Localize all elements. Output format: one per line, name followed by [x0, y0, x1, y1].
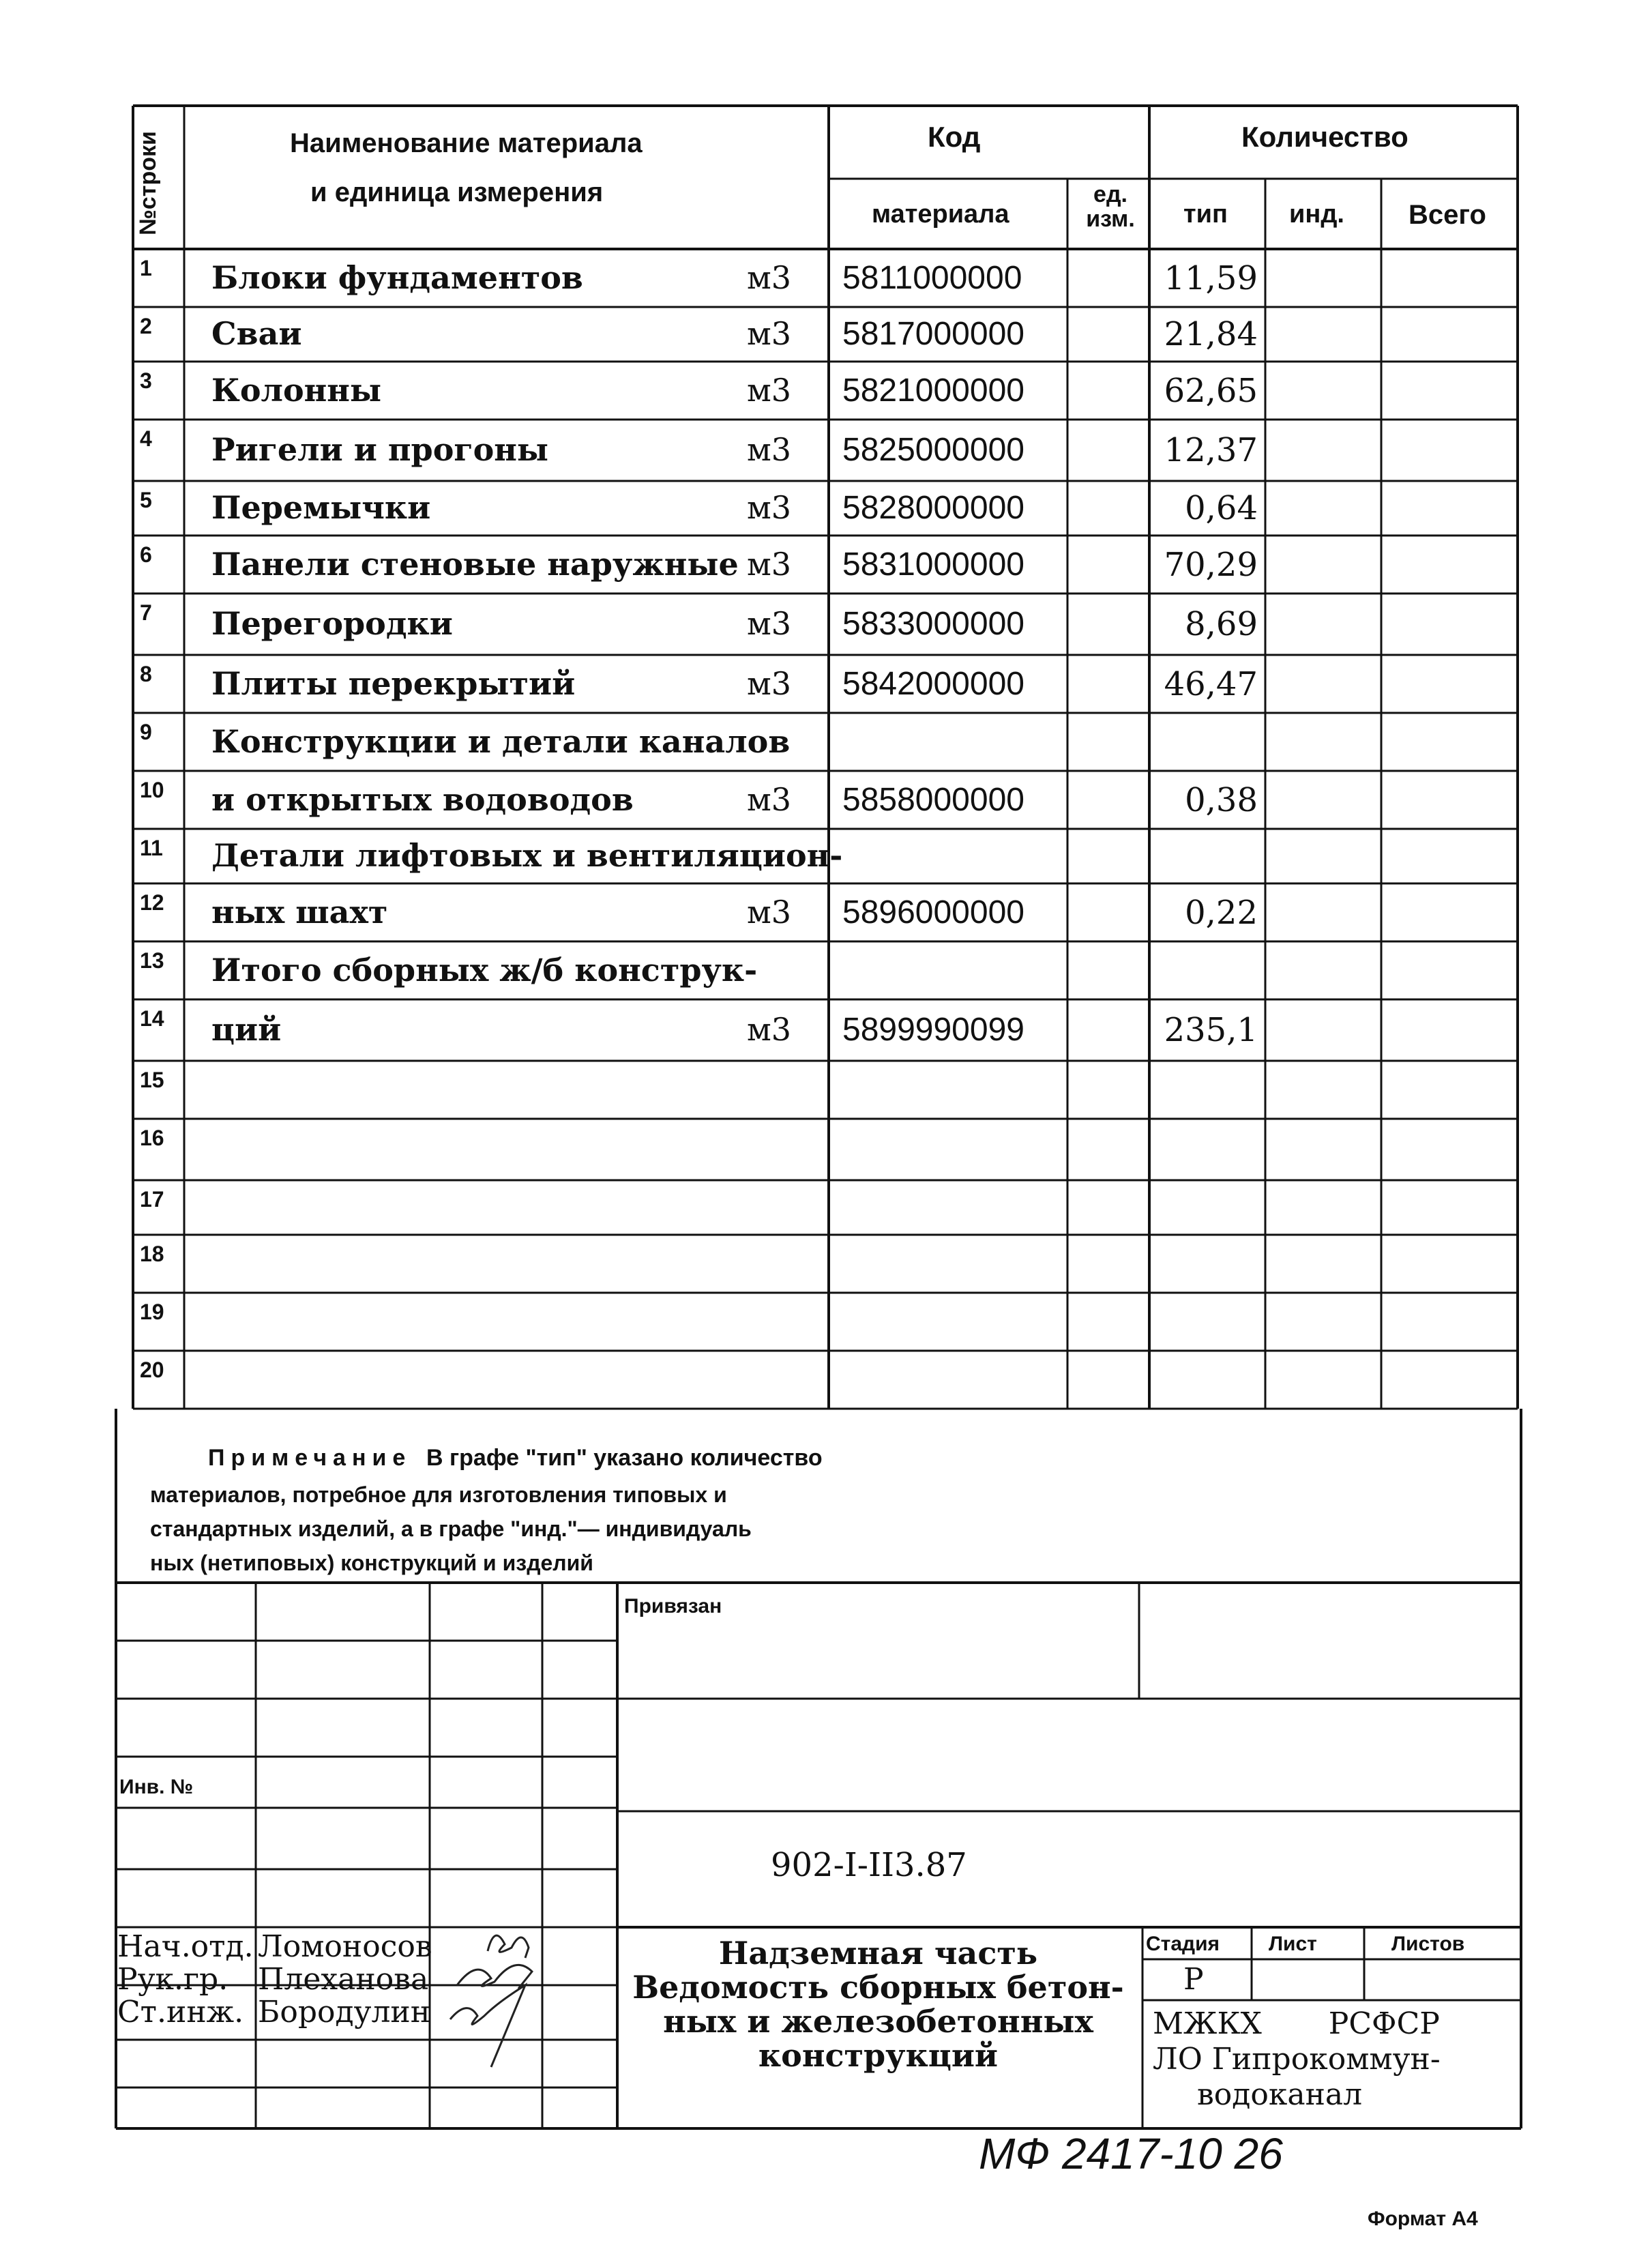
material-code: 5842000000	[842, 665, 1024, 702]
unit-label: м3	[747, 315, 792, 352]
name-column-header: Наименование материала	[290, 128, 643, 158]
row-number: 19	[140, 1300, 164, 1324]
organization-line: водоканал	[1197, 2077, 1363, 2112]
row-number-header: №строки	[135, 131, 161, 235]
signer-name: Плеханова	[258, 1962, 429, 1997]
material-name: и открытых водоводов	[211, 780, 634, 818]
material-name: ных шахт	[211, 893, 388, 931]
row-number: 14	[140, 1006, 164, 1031]
type-quantity: 70,29	[1164, 545, 1258, 584]
code-material-header: материала	[872, 200, 1009, 229]
type-quantity: 46,47	[1164, 664, 1258, 703]
material-code: 5858000000	[842, 781, 1024, 818]
organization-line: ЛО Гипрокоммун-	[1153, 2042, 1441, 2077]
row-number: 7	[140, 600, 152, 625]
inventory-number-label: Инв. №	[119, 1776, 194, 1798]
row-number: 4	[140, 426, 152, 451]
unit-label: м3	[747, 545, 792, 583]
signature-3	[450, 1985, 525, 2067]
material-name: Блоки фундаментов	[211, 259, 583, 296]
row-number: 3	[140, 368, 152, 393]
row-number: 15	[140, 1068, 164, 1092]
handwritten-number: МФ 2417-10 26	[979, 2129, 1283, 2178]
type-quantity: 0,38	[1185, 780, 1258, 819]
signer-role: Рук.гр.	[117, 1962, 228, 1997]
drawing-title-line: ных и железобетонных	[663, 2003, 1093, 2040]
type-quantity: 21,84	[1164, 315, 1258, 353]
material-code: 5828000000	[842, 490, 1024, 526]
unit-label: м3	[747, 893, 792, 931]
note-line-1: В графе "тип" указано количество	[426, 1445, 823, 1471]
unit-label: м3	[747, 664, 792, 702]
ind-column-header: инд.	[1289, 200, 1344, 229]
unit-label: м3	[747, 371, 792, 409]
unit-label: м3	[747, 431, 792, 468]
name-column-subheader: и единица измерения	[310, 177, 604, 207]
row-number: 5	[140, 488, 152, 512]
stage-value: Р	[1183, 1962, 1204, 1997]
type-quantity: 0,22	[1185, 893, 1258, 932]
type-quantity: 62,65	[1164, 371, 1258, 410]
type-quantity: 0,64	[1185, 489, 1258, 527]
signer-name: Бородулин	[258, 1995, 431, 2030]
row-number: 8	[140, 662, 152, 686]
total-column-header: Всего	[1408, 200, 1486, 230]
unit-label: м3	[747, 780, 792, 818]
row-number: 6	[140, 542, 152, 567]
material-code: 5896000000	[842, 894, 1024, 931]
type-column-header: тип	[1183, 200, 1228, 229]
sheet-label: Лист	[1269, 1933, 1317, 1955]
material-name: Итого сборных ж/б конструк-	[211, 951, 758, 988]
row-number: 18	[140, 1242, 164, 1266]
document-code: 902-I-II3.87	[771, 1846, 967, 1884]
signer-role: Нач.отд.	[117, 1929, 254, 1964]
material-name: Детали лифтовых и вентиляцион-	[211, 837, 843, 874]
row-number: 2	[140, 314, 152, 338]
type-quantity: 8,69	[1185, 605, 1258, 643]
attached-label: Привязан	[624, 1595, 722, 1617]
sheets-label: Листов	[1391, 1933, 1465, 1955]
material-code: 5831000000	[842, 546, 1024, 583]
note-line-4: ных (нетиповых) конструкций и изделий	[150, 1551, 593, 1575]
stage-label: Стадия	[1146, 1933, 1220, 1955]
material-code: 5899990099	[842, 1012, 1024, 1048]
quantity-header: Количество	[1241, 121, 1408, 153]
type-quantity: 12,37	[1164, 431, 1258, 469]
organization-line: МЖКХ РСФСР	[1153, 2006, 1440, 2041]
format-label: Формат А4	[1368, 2208, 1478, 2230]
material-code: 5811000000	[842, 259, 1022, 296]
row-number: 12	[140, 890, 164, 915]
material-code: 5825000000	[842, 432, 1024, 468]
drawing-title-line: Ведомость сборных бетон-	[632, 1969, 1124, 2006]
row-number: 10	[140, 778, 164, 802]
drawing-title-line: Надземная часть	[718, 1935, 1038, 1972]
material-name: Перемычки	[211, 489, 431, 526]
row-number: 17	[140, 1187, 164, 1212]
signer-role: Ст.инж.	[117, 1995, 244, 2030]
row-number: 16	[140, 1126, 164, 1150]
type-quantity: 11,59	[1164, 259, 1258, 297]
type-quantity: 235,1	[1164, 1011, 1258, 1049]
note-label: Примечание	[208, 1445, 412, 1471]
code-column-header: Код	[928, 121, 981, 153]
unit-label: м3	[747, 489, 792, 526]
row-number: 20	[140, 1358, 164, 1382]
signature-1	[488, 1935, 529, 1958]
material-code: 5817000000	[842, 316, 1024, 352]
material-name: Панели стеновые наружные	[211, 545, 739, 583]
material-name: Колонны	[211, 371, 382, 409]
row-number: 13	[140, 948, 164, 973]
unit-label: м3	[747, 1011, 792, 1048]
code-unit-header: ед. изм.	[1086, 181, 1135, 232]
material-name: Сваи	[211, 315, 302, 352]
note-line-2: материалов, потребное для изготовления типовых и	[150, 1482, 727, 1507]
material-name: ций	[211, 1011, 282, 1048]
material-name: Конструкции и детали каналов	[211, 722, 791, 760]
unit-label: м3	[747, 259, 792, 296]
material-name: Ригели и прогоны	[211, 431, 549, 468]
material-code: 5821000000	[842, 372, 1024, 409]
material-name: Перегородки	[211, 605, 453, 642]
material-name: Плиты перекрытий	[211, 664, 576, 702]
row-number: 1	[140, 256, 152, 280]
row-number: 9	[140, 720, 152, 744]
row-number: 11	[140, 836, 163, 860]
material-code: 5833000000	[842, 606, 1024, 642]
unit-label: м3	[747, 605, 792, 642]
note-line-3: стандартных изделий, а в графе "инд."— индивидуаль	[150, 1517, 752, 1541]
drawing-title-line: конструкций	[758, 2037, 999, 2074]
signer-name: Ломоносов	[258, 1929, 432, 1964]
